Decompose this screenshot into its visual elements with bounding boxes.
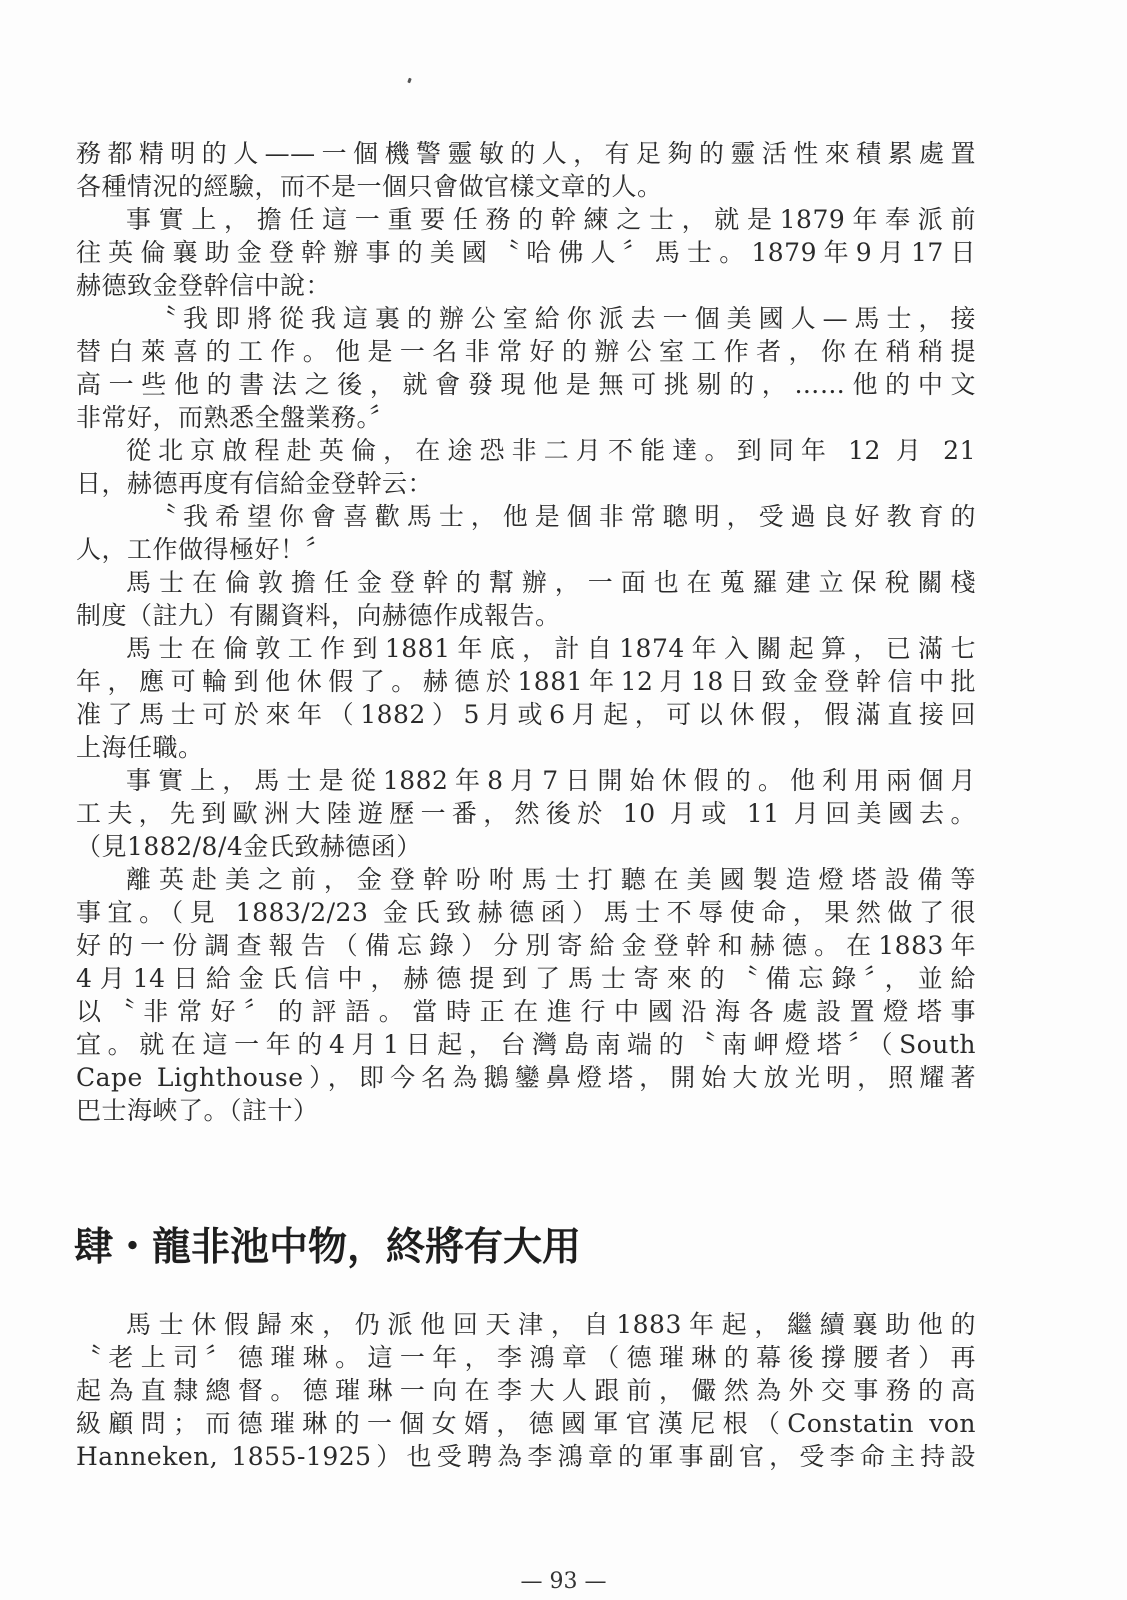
page-number: — 93 — xyxy=(520,1569,607,1594)
paragraph-line: 馬士在倫敦擔任金登幹的幫辦，一面也在蒐羅建立保稅關棧 xyxy=(126,568,976,597)
section-heading: 肆・龍非池中物，終將有大用 xyxy=(74,1225,582,1270)
paragraph-line: 巴士海峽了。（註十） xyxy=(76,1096,319,1125)
paragraph-line: 年，應可輪到他休假了。赫德於1881年12月18日致金登幹信中批 xyxy=(76,667,976,696)
paragraph-line: 馬士休假歸來，仍派他回天津，自1883年起，繼續襄助他的 xyxy=(126,1310,976,1339)
scan-speck xyxy=(407,78,412,84)
paragraph-line: 務都精明的人——一個機警靈敏的人，有足夠的靈活性來積累處置 xyxy=(76,139,976,168)
paragraph-line: （見1882/8/4金氏致赫德函） xyxy=(76,832,422,861)
paragraph-line: 各種情況的經驗，而不是一個只會做官樣文章的人。 xyxy=(76,172,663,201)
paragraph-line: 好的一份調查報告（備忘錄）分別寄給金登幹和赫德。在1883年 xyxy=(76,931,976,960)
quote-line: 〝我即將從我這裏的辦公室給你派去一個美國人—馬士，接 xyxy=(151,304,976,333)
quote-line: 非常好，而熟悉全盤業務。〞 xyxy=(76,403,396,432)
paragraph-line: 赫德致金登幹信中說： xyxy=(76,271,332,300)
paragraph-line: 以〝非常好〞的評語。當時正在進行中國沿海各處設置燈塔事 xyxy=(76,997,976,1026)
paragraph-line: 宜。就在這一年的4月1日起，台灣島南端的〝南岬燈塔〞（South xyxy=(76,1030,976,1059)
paragraph-line: 上海任職。 xyxy=(76,733,204,762)
paragraph-line: 事實上，馬士是從1882年8月7日開始休假的。他利用兩個月 xyxy=(126,766,976,795)
paragraph-line: 離英赴美之前，金登幹吩咐馬士打聽在美國製造燈塔設備等 xyxy=(126,865,976,894)
paragraph-line: 工夫，先到歐洲大陸遊歷一番，然後於 10 月或 11 月回美國去。 xyxy=(76,799,976,828)
paragraph-line: 〝老上司〞德璀琳。這一年，李鴻章（德璀琳的幕後撐腰者）再 xyxy=(76,1343,976,1372)
paragraph-line: 往英倫襄助金登幹辦事的美國〝哈佛人〞馬士。1879年9月17日 xyxy=(76,238,976,267)
quote-line: 人，工作做得極好！〞 xyxy=(76,535,332,564)
paragraph-line: 起為直隸總督。德璀琳一向在李大人跟前，儼然為外交事務的高 xyxy=(76,1376,976,1405)
paragraph-line: 事實上，擔任這一重要任務的幹練之士，就是1879年奉派前 xyxy=(126,205,976,234)
section-a xyxy=(76,137,976,1127)
paragraph-line: Hanneken, 1855-1925）也受聘為李鴻章的軍事副官，受李命主持設 xyxy=(76,1442,976,1471)
paragraph-line: 准了馬士可於來年（1882）5月或6月起，可以休假，假滿直接回 xyxy=(76,700,976,729)
quote-line: 高一些他的書法之後，就會發現他是無可挑剔的，……他的中文 xyxy=(76,370,976,399)
paragraph-line: 級顧問；而德璀琳的一個女婿，德國軍官漢尼根（Constatin von xyxy=(76,1409,976,1438)
paragraph-line: 制度（註九）有關資料，向赫德作成報告。 xyxy=(76,601,561,630)
quote-line: 〝我希望你會喜歡馬士，他是個非常聰明，受過良好教育的 xyxy=(151,502,976,531)
quote-line: 替白萊喜的工作。他是一名非常好的辦公室工作者，你在稍稍提 xyxy=(76,337,976,366)
paragraph-line: Cape Lighthouse），即今名為鵝鑾鼻燈塔，開始大放光明，照耀著 xyxy=(76,1063,976,1092)
paragraph-line: 馬士在倫敦工作到1881年底，計自1874年入關起算，已滿七 xyxy=(126,634,976,663)
section-b xyxy=(76,1308,976,1473)
paragraph-line: 從北京啟程赴英倫，在途恐非二月不能達。到同年 12 月 21 xyxy=(126,436,976,465)
paragraph-line: 4月14日給金氏信中，赫德提到了馬士寄來的〝備忘錄〞，並給 xyxy=(76,964,976,993)
paragraph-line: 日，赫德再度有信給金登幹云： xyxy=(76,469,434,498)
paragraph-line: 事宜。（見 1883/2/23 金氏致赫德函）馬士不辱使命，果然做了很 xyxy=(76,898,976,927)
